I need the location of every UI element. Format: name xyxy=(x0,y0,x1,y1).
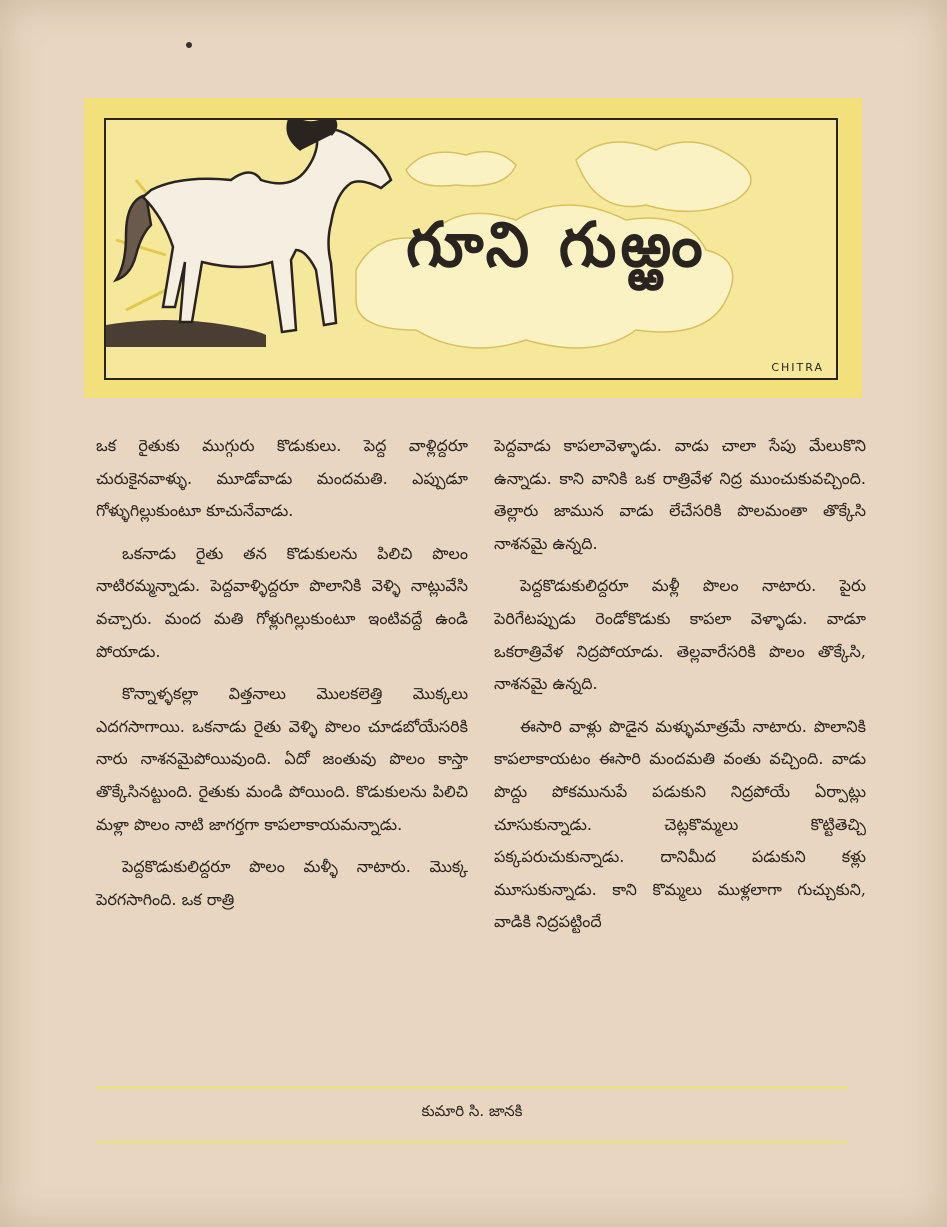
paragraph: ఒక రైతుకు ముగ్గురు కొడుకులు. పెద్ద వాళ్లిద్దరూ చురుకైనవాళ్ళు. మూడోవాడు మందమతి. ఎప్పుడూ గోళ్ళుగిల్లుకుంటూ కూచునేవాడు. xyxy=(96,436,468,521)
paragraph: ఈసారి వాళ్లు పొడైన మళ్ళుమాత్రమే నాటారు. పొలానికి కాపలాకాయటం ఈసారి మందమతి వంతు వచ్చింది. వాడు పొద్దు పోకమునుపే పడుకుని నిద్రపోయే ఏర్పాట్లు చూసుకున్నాడు. చెట్లకొమ్మలు కొట్టితెచ్చి పక్కపరుచుకున్నాడు. దానిమీద పడుకుని కళ్లు మూసుకున్నాడు. కాని కొమ్మలు ముళ్లలాగా గుచ్చుకుని, వాడికి నిద్రపట్టిందే xyxy=(494,716,866,932)
left-column xyxy=(96,430,468,1080)
ground xyxy=(106,320,266,347)
author-name: కుమారి సి. జానకి xyxy=(421,1102,523,1120)
footer-rule-bottom xyxy=(96,1141,848,1144)
paragraph: కొన్నాళ్ళకల్లా విత్తనాలు మొలకలెత్తి మొక్కలు ఎదగసాగాయి. ఒకనాడు రైతు వెళ్ళి పొలం చూడబోయేసరికి నారు నాశనమైపోయివుంది. ఏదో జంతువు పొలం కాస్తా తొక్కేసినట్టుంది. రైతుకు మండి పోయింది. కొడుకులను పిలిచి మళ్లా పొలం నాటి జాగర్తగా కాపలాకాయమన్నాడు. xyxy=(96,684,468,834)
title-banner xyxy=(84,98,862,398)
horse-icon xyxy=(116,120,391,332)
paragraph: ఒకనాడు రైతు తన కొడుకులను పిలిచి పొలం నాటిరమ్మన్నాడు. పెద్దవాళ్ళిద్దరూ పొలానికి వెళ్ళి నాట్లువేసి వచ్చారు. మంద మతి గోళ్లుగిల్లుకుంటూ ఇంటివద్దే ఉండి పోయాడు. xyxy=(96,543,468,661)
story-title: గూని గుఱ్ఱం xyxy=(406,208,707,281)
ink-speck xyxy=(186,42,192,48)
paragraph: పెద్దకొడుకులిద్దరూ పొలం మళ్ళీ నాటారు. మొక్క పెరగసాగింది. ఒక రాత్రి xyxy=(96,857,468,909)
right-column xyxy=(494,430,866,1080)
illustrator-credit: CHITRA xyxy=(771,361,824,374)
paragraph: పెద్దకొడుకులిద్దరూ మళ్లీ పొలం నాటారు. పైరు పెరిగేటప్పుడు రెండోకొడుకు కాపలా వెళ్ళాడు. వాడూ ఒకరాత్రివేళ నిద్రపోయాడు. తెల్లవారేసరికి పొలం తొక్కేసి, నాశనమై ఉన్నది. xyxy=(494,576,866,694)
banner-frame xyxy=(104,118,838,380)
footer-rule-top xyxy=(96,1086,848,1089)
story-body xyxy=(96,430,866,1080)
paragraph: పెద్దవాడు కాపలావెళ్ళాడు. వాడు చాలా సేపు మేలుకొని ఉన్నాడు. కాని వానికి ఒక రాత్రివేళ నిద్ర ముంచుకువచ్చింది. తెల్లారు జామున వాడు లేచేసరికి పొలమంతా తొక్కేసి నాశనమై ఉన్నది. xyxy=(494,436,866,553)
